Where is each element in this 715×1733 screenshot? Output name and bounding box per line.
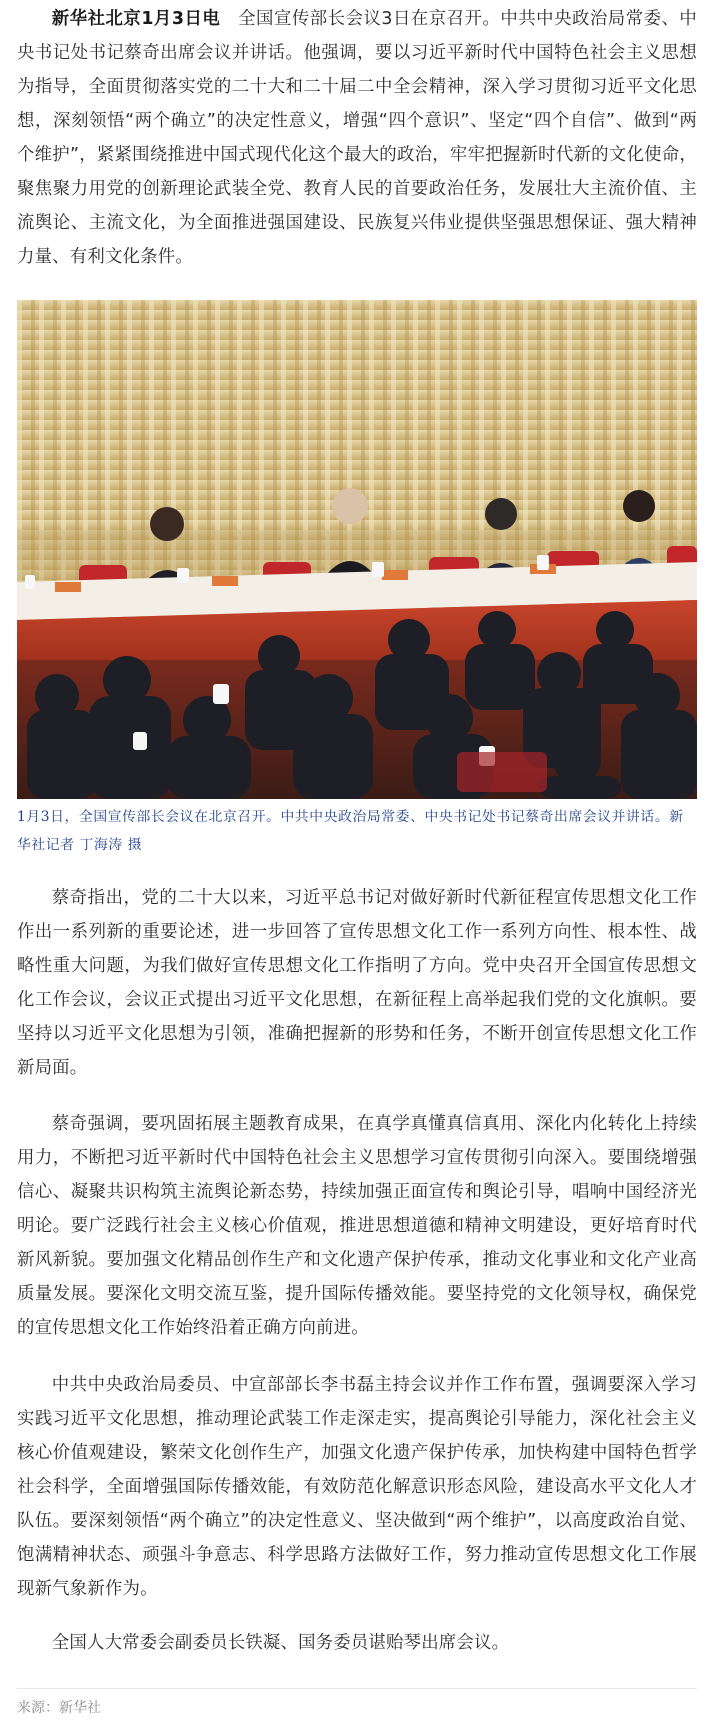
body-paragraph-3: 中共中央政治局委员、中宣部部长李书磊主持会议并作工作布置，强调要深入学习实践习近平文化思想，推动理论武装工作走深走实，提高舆论引导能力，深化社会主义核心价值观建设，繁荣文化创作生产，加强文化遗产保护传承，加快构建中国特色哲学社会科学，全面增强国际传播效能，有效防范化解意识形态风险，建设高水平文化人才队伍。要深刻领悟“两个确立”的决定性意义、坚决做到“两个维护”，以高度政治自觉、饱满精神状态、顽强斗争意志、科学思路方法做好工作，努力推动宣传思想文化工作展现新气象新作为。 <box>17 1375 697 1599</box>
lead-paragraph <box>17 2 697 274</box>
conference-photo <box>17 300 697 799</box>
body-paragraph-1: 蔡奇指出，党的二十大以来，习近平总书记对做好新时代新征程宣传思想文化工作作出一系列新的重要论述，进一步回答了宣传思想文化工作一系列方向性、根本性、战略性重大问题，为我们做好宣传思想文化工作指明了方向。党中央召开全国宣传思想文化工作会议，会议正式提出习近平文化思想，在新征程上高举起我们党的文化旗帜。要坚持以习近平文化思想为引领，准确把握新的形势和任务，不断开创宣传思想文化工作新局面。 <box>17 888 697 1078</box>
body-paragraph-4: 全国人大常委会副委员长铁凝、国务委员谌贻琴出席会议。 <box>51 1633 510 1653</box>
dateline: 新华社北京1月3日电 <box>51 9 221 29</box>
source-label: 来源：新华社 <box>17 1700 101 1716</box>
photo-caption: 1月3日，全国宣传部长会议在北京召开。中共中央政治局常委、中央书记处书记蔡奇出席会议并讲话。新华社记者 丁海涛 摄 <box>17 809 684 853</box>
footer-divider <box>17 1688 697 1689</box>
lead-text: 全国宣传部长会议3日在京召开。中共中央政治局常委、中央书记处书记蔡奇出席会议并讲话。他强调，要以习近平新时代中国特色社会主义思想为指导，全面贯彻落实党的二十大和二十届二中全会精神，深入学习贯彻习近平文化思想，深刻领悟“两个确立”的决定性意义，增强“四个意识”、坚定“四个自信”、做到“两个维护”，紧紧围绕推进中国式现代化这个最大的政治，牢牢把握新时代新的文化使命，聚焦聚力用党的创新理论武装全党、教育人民的首要政治任务，发展壮大主流价值、主流舆论、主流文化，为全面推进强国建设、民族复兴伟业提供坚强思想保证、强大精神力量、有利文化条件。 <box>17 9 697 267</box>
body-paragraph-2: 蔡奇强调，要巩固拓展主题教育成果，在真学真懂真信真用、深化内化转化上持续用力，不断把习近平新时代中国特色社会主义思想学习宣传贯彻引向深入。要围绕增强信心、凝聚共识构筑主流舆论新态势，持续加强正面宣传和舆论引导，唱响中国经济光明论。要广泛践行社会主义核心价值观，推进思想道德和精神文明建设，更好培育时代新风新貌。要加强文化精品创作生产和文化遗产保护传承，推动文化事业和文化产业高质量发展。要深化文明交流互鉴，提升国际传播效能。要坚持党的文化领导权，确保党的宣传思想文化工作始终沿着正确方向前进。 <box>17 1114 697 1338</box>
conference-photo-illustration <box>17 300 697 799</box>
